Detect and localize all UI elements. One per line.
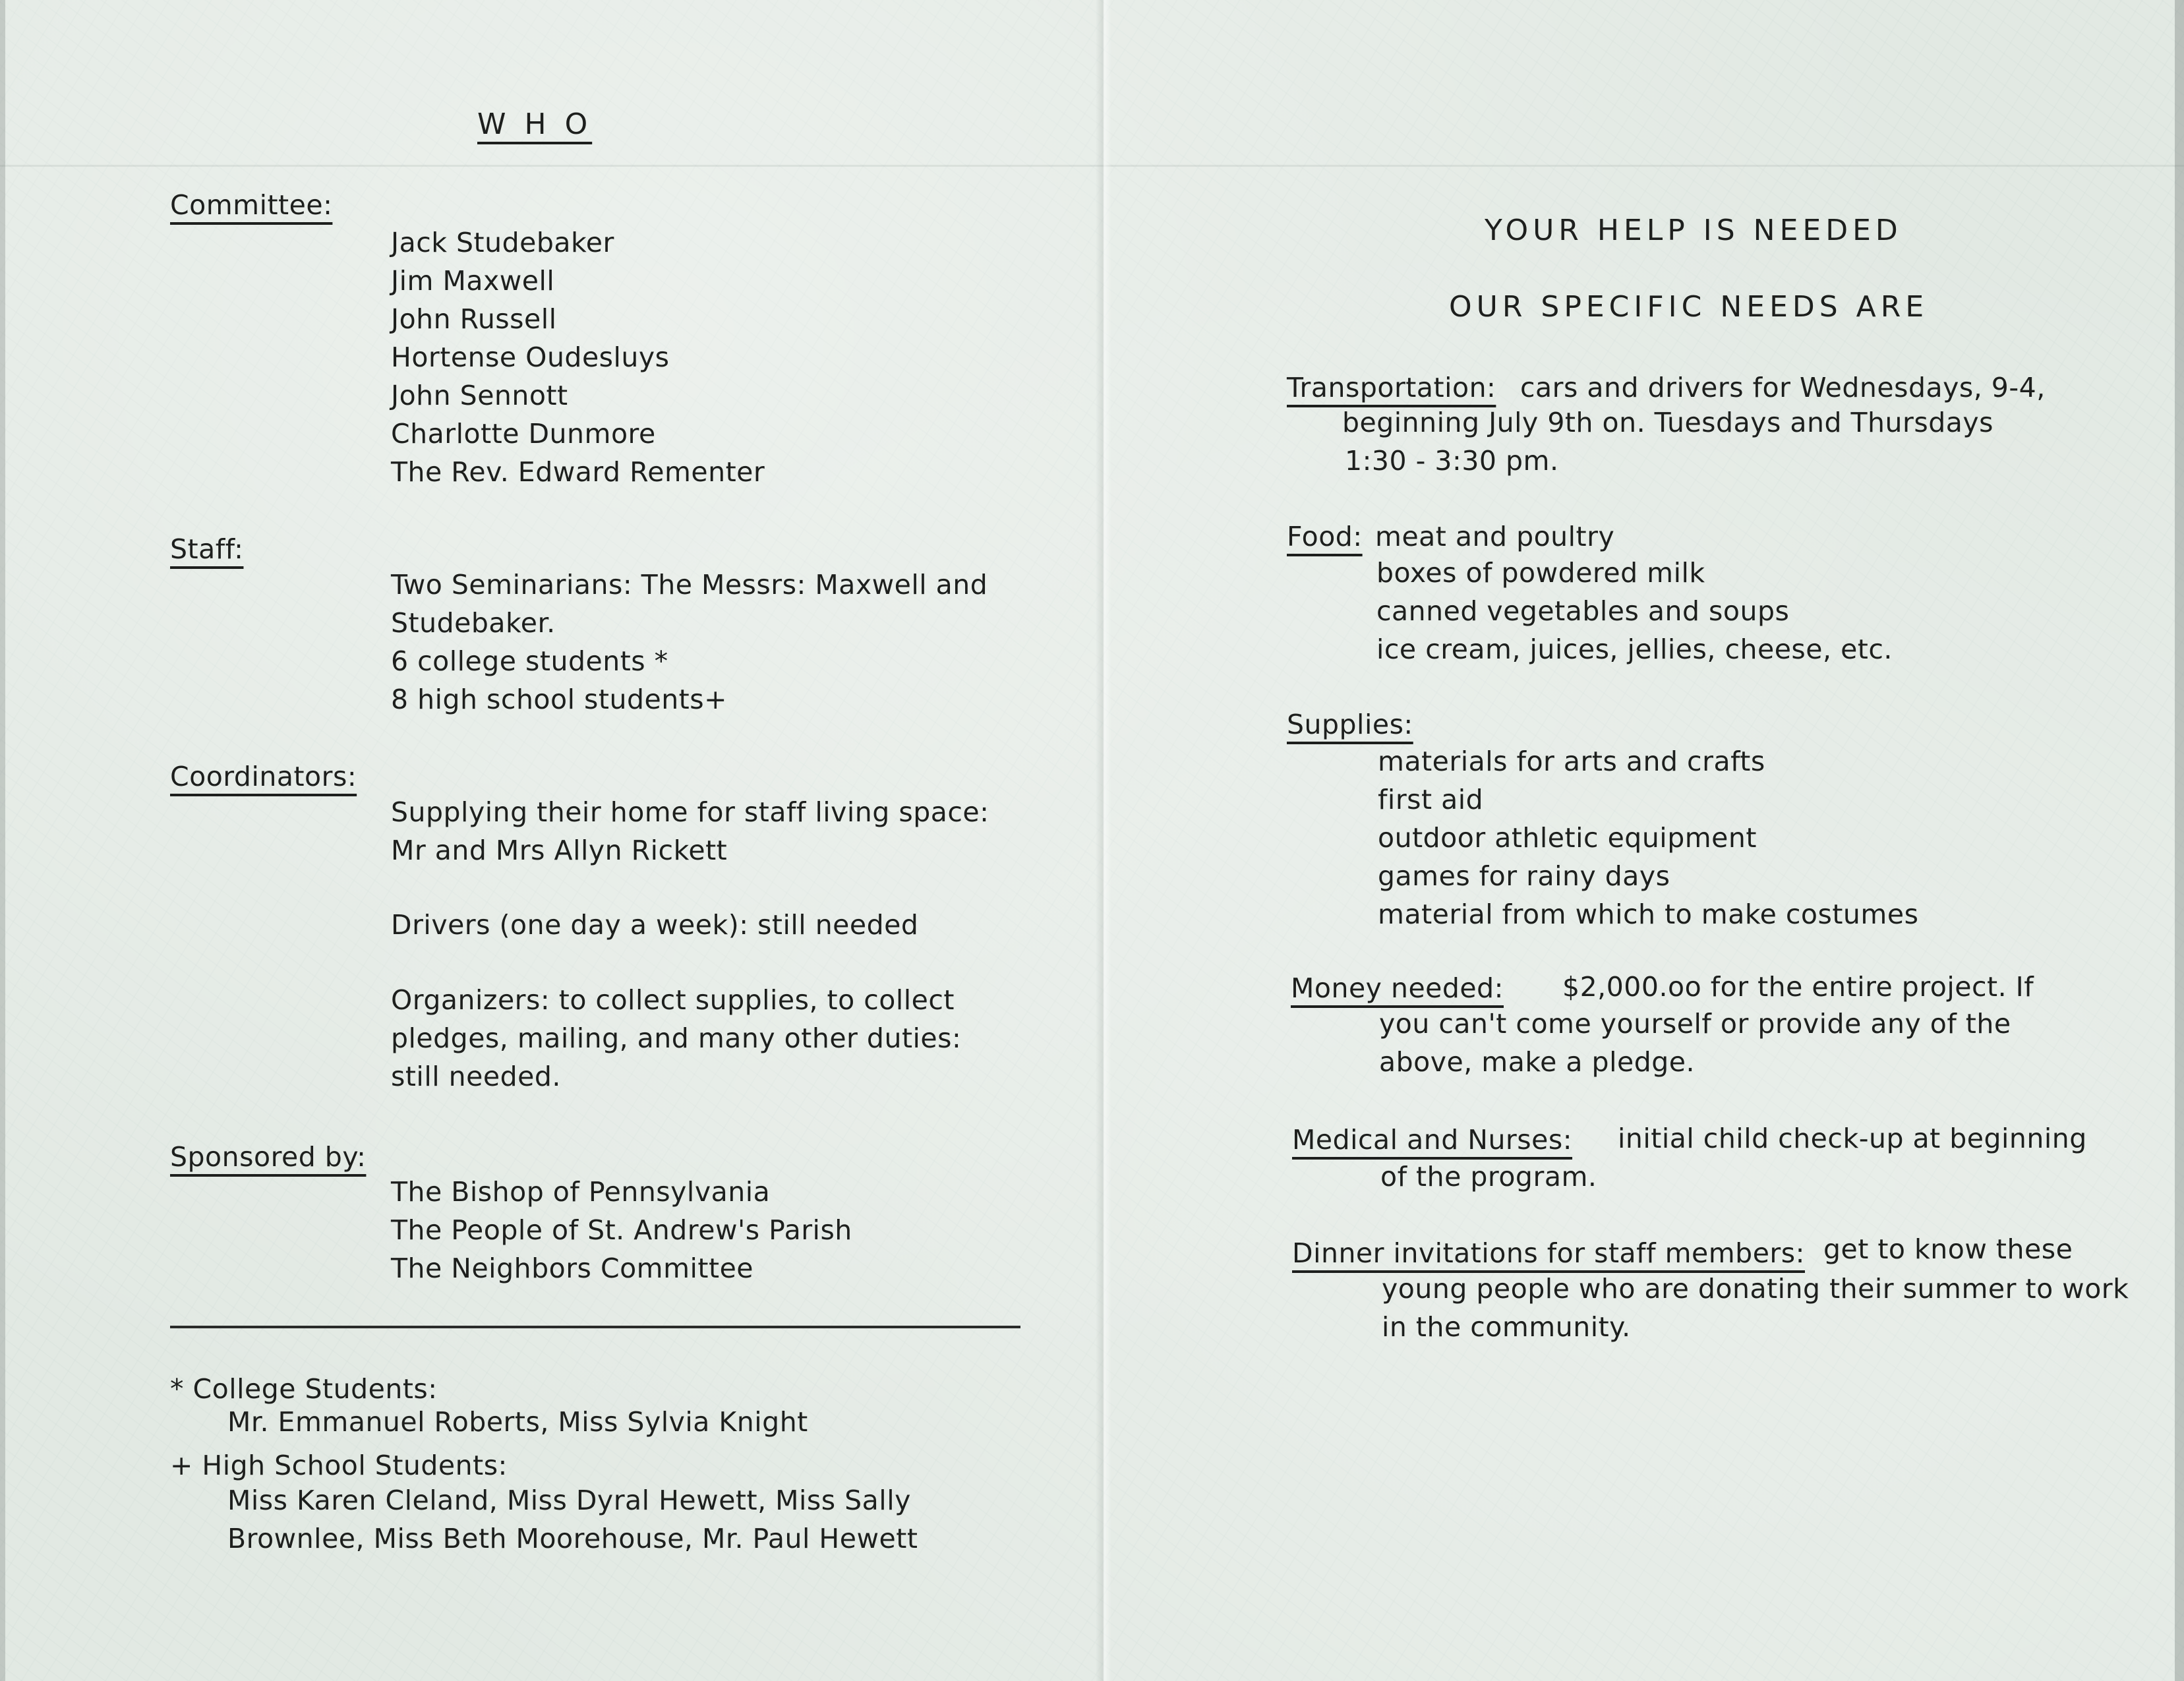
- who-title: W H O: [477, 107, 593, 141]
- food-label: Food:: [1287, 521, 1363, 552]
- money-line: you can't come yourself or provide any of the: [1379, 1008, 2011, 1040]
- committee-member: John Russell: [391, 303, 557, 335]
- dinner-line: in the community.: [1382, 1311, 1631, 1343]
- center-fold: [1096, 0, 1111, 1681]
- staff-line: 8 high school students+: [391, 684, 727, 715]
- supply-item: outdoor athletic equipment: [1378, 822, 1757, 854]
- sponsors-list: [391, 1173, 852, 1287]
- transportation-line: cars and drivers for Wednesdays, 9-4,: [1520, 372, 2046, 403]
- coordinators-line: Organizers: to collect supplies, to collect: [391, 984, 955, 1016]
- footnote-hs-names: [227, 1481, 918, 1558]
- sponsor: The Bishop of Pennsylvania: [391, 1176, 771, 1208]
- footnote-divider: [170, 1326, 1020, 1328]
- footnote-hs-line: Brownlee, Miss Beth Moorehouse, Mr. Paul Hewett: [227, 1523, 918, 1554]
- coordinators-line: Mr and Mrs Allyn Rickett: [391, 835, 728, 866]
- food-item: canned vegetables and soups: [1376, 595, 1790, 627]
- sponsor: The People of St. Andrew's Parish: [391, 1214, 852, 1246]
- sponsor: The Neighbors Committee: [391, 1253, 754, 1284]
- money-label: Money needed:: [1291, 972, 1504, 1004]
- horizontal-crease: [0, 165, 2184, 167]
- staff-line: 6 college students *: [391, 645, 668, 677]
- transportation-line: 1:30 - 3:30 pm.: [1345, 445, 1559, 477]
- committee-member: John Sennott: [391, 380, 568, 411]
- coordinators-line: Supplying their home for staff living space:: [391, 796, 989, 828]
- supply-item: games for rainy days: [1378, 860, 1670, 892]
- money-line: $2,000.oo for the entire project. If: [1562, 971, 2034, 1003]
- medical-line: initial child check-up at beginning: [1618, 1123, 2087, 1154]
- committee-list: [391, 223, 765, 491]
- staff-list: [391, 566, 988, 719]
- supplies-list: [1378, 742, 1918, 933]
- coordinators-paragraph-2: Drivers (one day a week): still needed: [391, 909, 919, 941]
- money-line: above, make a pledge.: [1379, 1046, 1695, 1078]
- dinner-label: Dinner invitations for staff members:: [1292, 1237, 1805, 1269]
- transportation-line: beginning July 9th on. Tuesdays and Thursdays: [1342, 407, 1994, 438]
- food-item: meat and poultry: [1375, 521, 1615, 552]
- supply-item: materials for arts and crafts: [1378, 746, 1765, 777]
- medical-label: Medical and Nurses:: [1292, 1124, 1573, 1156]
- coordinators-line: still needed.: [391, 1061, 561, 1092]
- footnote-college-heading: * College Students:: [170, 1373, 438, 1405]
- specific-needs-heading: OUR SPECIFIC NEEDS ARE: [1449, 290, 1929, 324]
- supplies-label: Supplies:: [1287, 709, 1413, 740]
- medical-line: of the program.: [1380, 1161, 1597, 1193]
- dinner-line: get to know these: [1823, 1233, 2073, 1265]
- committee-member: Charlotte Dunmore: [391, 418, 656, 450]
- committee-member: The Rev. Edward Rementer: [391, 456, 765, 488]
- footnote-hs-line: Miss Karen Cleland, Miss Dyral Hewett, Miss Sally: [227, 1485, 911, 1516]
- coordinators-paragraph-1: [391, 793, 989, 870]
- committee-label: Committee:: [170, 189, 333, 221]
- dinner-line: young people who are donating their summer to work: [1382, 1273, 2129, 1305]
- help-needed-heading: YOUR HELP IS NEEDED: [1485, 214, 1903, 247]
- supply-item: material from which to make costumes: [1378, 899, 1919, 930]
- staff-line: Studebaker.: [391, 607, 556, 639]
- supply-item: first aid: [1378, 784, 1484, 815]
- right-edge: [2175, 0, 2184, 1681]
- coordinators-line: pledges, mailing, and many other duties:: [391, 1022, 962, 1054]
- committee-member: Jack Studebaker: [391, 227, 614, 258]
- coordinators-paragraph-3: [391, 981, 961, 1096]
- coordinators-label: Coordinators:: [170, 761, 357, 792]
- food-item: boxes of powdered milk: [1376, 557, 1705, 589]
- sponsored-label: Sponsored by:: [170, 1141, 367, 1173]
- staff-label: Staff:: [170, 533, 244, 565]
- footnote-college-names: Mr. Emmanuel Roberts, Miss Sylvia Knight: [227, 1406, 808, 1438]
- food-list: [1376, 554, 1893, 668]
- transportation-label: Transportation:: [1287, 372, 1496, 403]
- committee-member: Jim Maxwell: [391, 265, 555, 297]
- food-item: ice cream, juices, jellies, cheese, etc.: [1376, 634, 1893, 665]
- left-edge: [0, 0, 5, 1681]
- committee-member: Hortense Oudesluys: [391, 341, 670, 373]
- staff-line: Two Seminarians: The Messrs: Maxwell and: [391, 569, 988, 601]
- footnote-hs-heading: + High School Students:: [170, 1450, 508, 1481]
